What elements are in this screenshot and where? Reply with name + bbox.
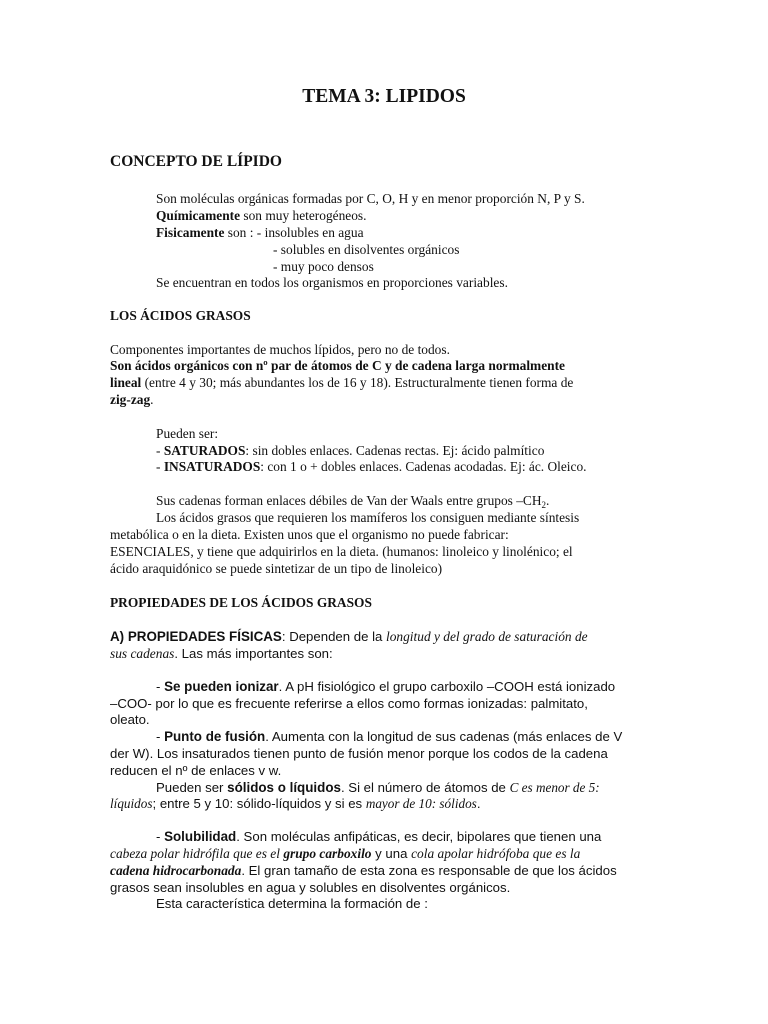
vdw-subscript: 2 — [541, 500, 547, 510]
grupo-carboxilo: grupo carboxilo — [283, 846, 372, 861]
solubilidad-italic: cabeza polar hidrófila que es el — [110, 846, 284, 861]
insaturados-text: : con 1 o + dobles enlaces. Cadenas acodadas. Ej: ác. Oleico. — [260, 459, 587, 474]
ionizar-line-3: oleato. — [110, 712, 150, 727]
solubilidad-line-2 — [110, 845, 580, 862]
acidos-p2: Son ácidos orgánicos con nº par de átomos de C y de cadena larga normalmente — [110, 358, 565, 373]
acidos-p1: Componentes importantes de muchos lípidos, pero no de todos. — [110, 342, 450, 357]
ionizar-text: . A pH fisiológico el grupo carboxilo –COOH está ionizado — [278, 679, 616, 694]
acidos-p4-text: . — [150, 392, 154, 407]
fusion-line-2: der W). Los insaturados tienen punto de fusión menor porque los codos de la cadena — [110, 746, 608, 761]
vdw-end: . — [546, 493, 550, 508]
liquidos-text: ; entre 5 y 10: sólido-líquidos y si es — [152, 796, 366, 811]
quimicamente-text: son muy heterogéneos. — [240, 208, 367, 223]
acidos-p3-text: (entre 4 y 30; más abundantes los de 16 y 18). Estructuralmente tienen forma de — [141, 375, 574, 390]
pueden-ser: Pueden ser: — [156, 426, 219, 441]
concepto-fisicamente — [156, 224, 364, 241]
quimicamente-label: Químicamente — [156, 208, 241, 223]
solidos-line-1 — [156, 779, 600, 796]
saturados-label: SATURADOS — [163, 443, 246, 458]
ionizar-bold: Se pueden ionizar — [164, 679, 279, 694]
zigzag-bold: zig-zag — [110, 392, 151, 407]
heading-concepto: CONCEPTO DE LÍPIDO — [110, 153, 282, 170]
ionizar-line-1: - Se pueden ionizar. A pH fisiológico el grupo carboxilo –COOH está ionizado — [156, 679, 616, 694]
propiedades-fisicas-end: . Las más importantes son: — [174, 646, 333, 661]
concepto-final-line: Se encuentran en todos los organismos en proporciones variables. — [156, 275, 508, 290]
insaturados-label: INSATURADOS — [163, 459, 261, 474]
fusion-line-1: - Punto de fusión. Aumenta con la longitud de sus cadenas (más enlaces de V — [156, 729, 623, 744]
vdw-text: Sus cadenas forman enlaces débiles de Van der Waals entre grupos –CH — [156, 493, 542, 508]
esenciales-line-1: Los ácidos grasos que requieren los mamíferos los consiguen mediante síntesis — [156, 510, 580, 525]
fisicamente-item-2: - solubles en disolventes orgánicos — [273, 242, 460, 257]
document-title: TEMA 3: LIPIDOS — [302, 86, 466, 107]
esenciales-line-2: metabólica o en la dieta. Existen unos que el organismo no puede fabricar: — [110, 527, 509, 542]
fusion-bold: Punto de fusión — [164, 729, 266, 744]
solidos-bold: sólidos o líquidos — [227, 780, 341, 795]
saturados-text: : sin dobles enlaces. Cadenas rectas. Ej: ácido palmítico — [245, 443, 545, 458]
solubilidad-bold: Solubilidad — [164, 829, 237, 844]
solidos-pre: Pueden ser — [156, 780, 228, 795]
fisicamente-label: Fisicamente — [156, 225, 225, 240]
solidos-text: . Si el número de átomos de — [340, 780, 510, 795]
propiedades-fisicas-label: A) PROPIEDADES FÍSICAS — [110, 629, 282, 644]
liquidos-end: . — [476, 796, 481, 811]
saturados-line: - SATURADOS: sin dobles enlaces. Cadenas rectas. Ej: ácido palmítico — [156, 443, 545, 458]
propiedades-fisicas-text: : Dependen de la — [281, 629, 386, 644]
solubilidad-line-1: - Solubilidad. Son moléculas anfipáticas, es decir, bipolares que tienen una — [156, 829, 602, 844]
solubilidad-text: . Son moléculas anfipáticas, es decir, bipolares que tienen una — [236, 829, 602, 844]
heading-propiedades: PROPIEDADES DE LOS ÁCIDOS GRASOS — [110, 595, 372, 610]
propiedades-fisicas-line-1 — [110, 628, 588, 645]
solidos-italic: C es menor de 5: — [509, 780, 600, 795]
lineal-bold: lineal — [110, 375, 142, 390]
fusion-text: . Aumenta con la longitud de sus cadenas (más enlaces de V — [265, 729, 623, 744]
solubilidad-line-4: grasos sean insolubles en agua y solubles en disolventes orgánicos. — [110, 880, 511, 895]
solubilidad-line-3-text: . El gran tamaño de esta zona es responsable de que los ácidos — [241, 863, 617, 878]
acidos-p4 — [110, 391, 154, 408]
acidos-p3 — [110, 374, 573, 391]
esenciales-line-3: ESENCIALES, y tiene que adquirirlos en la dieta. (humanos: linoleico y linolénico; el — [110, 544, 573, 559]
solubilidad-y-una: y una — [371, 846, 412, 861]
concepto-line1: Son moléculas orgánicas formadas por C, O, H y en menor proporción N, P y S. — [156, 191, 585, 206]
propiedades-fisicas-italic: longitud y del grado de saturación de — [386, 629, 588, 644]
liquidos-italic2: mayor de 10: sólidos — [365, 796, 477, 811]
solubilidad-italic2: cola apolar hidrófoba que es la — [411, 846, 581, 861]
cadena-hidrocarbonada: cadena hidrocarbonada — [110, 863, 242, 878]
propiedades-fisicas-italic2: sus cadenas — [110, 646, 175, 661]
fisicamente-item-3: - muy poco densos — [273, 259, 374, 274]
liquidos-italic: líquidos — [110, 796, 153, 811]
esenciales-line-4: ácido araquidónico se puede sintetizar de un tipo de linoleico) — [110, 561, 443, 576]
concepto-quimicamente — [156, 207, 367, 224]
ionizar-line-2: –COO- por lo que es frecuente referirse a ellos como formas ionizadas: palmitato, — [110, 696, 588, 711]
propiedades-fisicas-line-2 — [110, 645, 333, 662]
fisicamente-text: son : - insolubles en agua — [224, 225, 364, 240]
solubilidad-line-5: Esta característica determina la formación de : — [156, 896, 428, 911]
fusion-line-3: reducen el nº de enlaces v w. — [110, 763, 282, 778]
insaturados-line: - INSATURADOS: con 1 o + dobles enlaces. Cadenas acodadas. Ej: ác. Oleico. — [156, 459, 587, 474]
heading-acidos-grasos: LOS ÁCIDOS GRASOS — [110, 308, 251, 323]
liquidos-line — [110, 795, 480, 812]
solubilidad-line-3 — [110, 862, 617, 879]
